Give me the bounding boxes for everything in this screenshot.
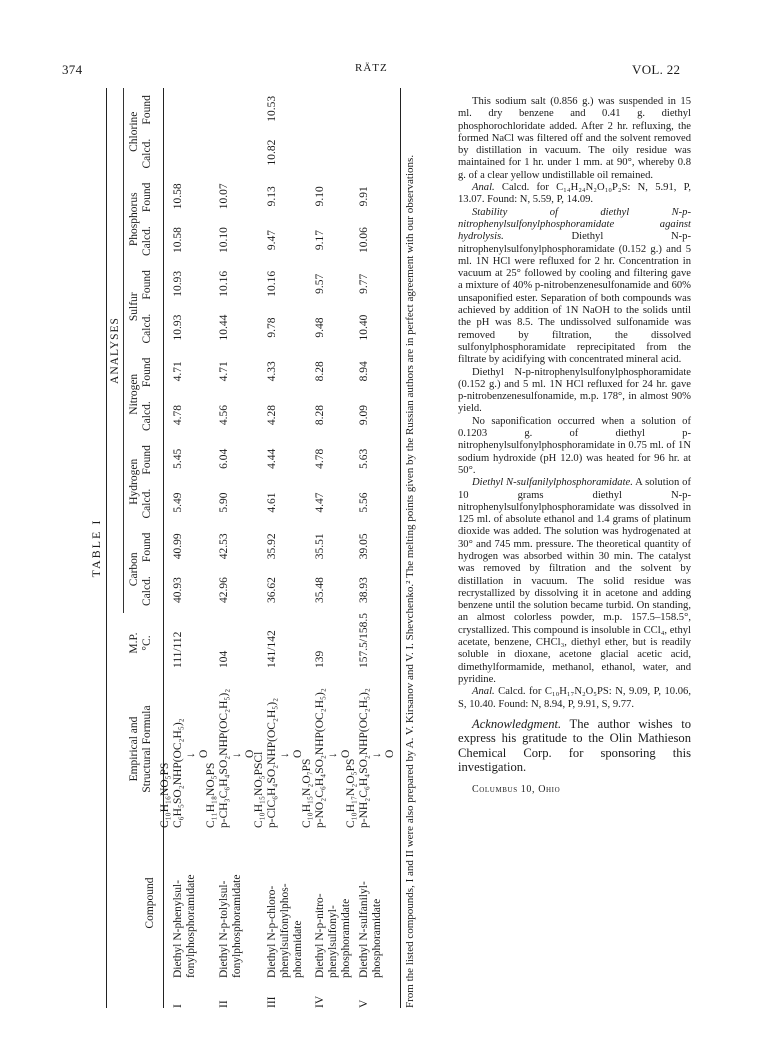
header-found-sulfur: Found xyxy=(141,270,153,300)
analysis-value: 38.93 xyxy=(358,577,370,603)
compound-name: Diethyl N-sulfanilyl-phosphoramidate xyxy=(358,881,383,978)
table-header-rule xyxy=(163,88,164,1008)
header-mp-line2: °C. xyxy=(141,635,153,651)
paragraph-anal-2 xyxy=(458,686,691,711)
oxygen-atom: O xyxy=(244,749,256,758)
header-calcd-chlorine: Calcd. xyxy=(141,138,153,169)
bond-arrow: ↓ xyxy=(327,752,339,758)
table-caption: TABLE I xyxy=(89,518,103,578)
structural-formula: p-NH₂C₆H₄SO₂NHP(OC₂H₅)₂ xyxy=(358,688,370,828)
oxygen-atom: O xyxy=(384,749,396,758)
analysis-value: 39.05 xyxy=(358,533,370,560)
analysis-value: 4.78 xyxy=(314,448,326,469)
analysis-value: 5.56 xyxy=(358,492,370,513)
analysis-value: 9.13 xyxy=(266,186,278,207)
page-number: 374 xyxy=(62,62,83,77)
compound-number: V xyxy=(358,999,370,1008)
sulfanilyl-heading: Diethyl N-sulfanilylphosphoramidate. xyxy=(472,477,633,489)
table-row xyxy=(253,88,306,1008)
analysis-value: 10.16 xyxy=(218,270,230,297)
compound-number: IV xyxy=(314,995,326,1008)
structural-formula: p-CH₃C₆H₄SO₂NHP(OC₂H₅)₂ xyxy=(218,688,230,828)
table-bottom-rule xyxy=(400,88,401,1008)
header-calcd-phosphorus: Calcd. xyxy=(141,226,153,256)
analysis-value: 9.48 xyxy=(314,317,326,338)
table-footnote: From the listed compounds, I and II were also prepared by A. V. Kirsanov and V. I. Shevchenko.² The melting points given by the Russian authors are in perfect agreement with our observations. xyxy=(404,154,416,1008)
header-calcd-nitrogen: Calcd. xyxy=(141,401,153,431)
anal-label: Anal. xyxy=(472,182,495,194)
header-analyses: ANALYSES xyxy=(109,317,121,384)
analysis-value: 4.61 xyxy=(266,492,278,513)
analysis-value: 8.28 xyxy=(314,361,326,382)
empirical-formula: C₁₀H₁₇N₂O₅PS xyxy=(345,758,357,828)
stability-heading: Stability of diethyl N-p-nitrophenylsulfonylphosphoramidate against hydrolysis. xyxy=(458,206,691,243)
oxygen-atom: O xyxy=(340,749,352,758)
table-row xyxy=(159,88,212,1008)
header-group-nitrogen: Nitrogen xyxy=(128,373,140,415)
analysis-value: 4.56 xyxy=(218,404,230,426)
analysis-value: 9.09 xyxy=(358,404,370,426)
analysis-value: 9.78 xyxy=(266,317,278,338)
analysis-value: 36.62 xyxy=(266,577,278,603)
table-row xyxy=(205,88,258,1008)
header-calcd-hydrogen: Calcd. xyxy=(141,488,153,519)
melting-point: 111/112 xyxy=(172,631,184,668)
analysis-value: 10.06 xyxy=(358,227,370,253)
table-row xyxy=(345,88,398,1008)
analysis-value: 10.58 xyxy=(172,183,184,210)
bond-arrow: ↓ xyxy=(371,752,383,758)
analysis-value: 10.93 xyxy=(172,314,184,341)
bond-arrow: ↓ xyxy=(231,752,243,758)
analysis-value: 4.47 xyxy=(314,492,326,513)
analysis-value: 10.44 xyxy=(218,314,230,341)
analysis-value: 10.07 xyxy=(218,183,230,210)
empirical-formula: C₁₀H₁₅N₂O₇PS xyxy=(301,758,313,828)
header-formula-line1: Empirical and xyxy=(128,716,140,782)
table-top-rule xyxy=(106,88,107,1008)
analysis-value: 10.93 xyxy=(172,270,184,297)
acknowledgment-text: The author wishes to express his gratitude to the Olin Mathieson Chemical Corp. for sponsoring this investigation. xyxy=(458,716,691,775)
rotated-table xyxy=(90,88,430,1008)
oxygen-atom: O xyxy=(198,749,210,758)
melting-point: 141/142 xyxy=(266,630,278,668)
paragraph-sodium-salt: This sodium salt (0.856 g.) was suspended in 15 ml. dry benzene and 0.41 g. diethyl phosphorochloridate added. After 2 hr. refluxing, the formed NaCl was filtered off and the solvent removed by distillation in vacuum. The oily residue was maintained for 1 hr. under 1 mm. at 90°, whereby 0.8 g. of a clear yellow undistillable oil remained. xyxy=(458,96,691,181)
header-calcd-sulfur: Calcd. xyxy=(141,313,153,344)
analysis-value: 35.92 xyxy=(266,533,278,560)
structural-formula: p-ClC₆H₄SO₂NHP(OC₂H₅)₂ xyxy=(266,697,278,828)
anal-text-2: Calcd. for C₁₀H₁₇N₂O₅PS: N, 9.09, P, 10.06, S, 10.40. Found: N, 8.94, P, 9.91, S, 9.77. xyxy=(458,686,691,710)
compound-name: Diethyl N-p-chloro-phenylsulfonylphos-phoramidate xyxy=(266,883,304,978)
analysis-value: 5.45 xyxy=(172,448,184,469)
structural-formula: p-NO₂C₆H₄SO₂NHP(OC₂H₅)₂ xyxy=(314,688,326,828)
header-group-chlorine: Chlorine xyxy=(128,111,140,152)
header-compound: Compound xyxy=(144,877,156,929)
analysis-value: 5.49 xyxy=(172,492,184,513)
analysis-value: 9.77 xyxy=(358,273,370,294)
analysis-value: 4.71 xyxy=(218,361,230,382)
analysis-value: 8.28 xyxy=(314,404,326,426)
melting-point: 157.5/158.5 xyxy=(358,613,370,668)
analysis-value: 6.04 xyxy=(218,448,230,469)
paragraph-stability xyxy=(458,207,691,367)
paragraph-reflux: Diethyl N-p-nitrophenylsulfonylphosphoramidate (0.152 g.) and 5 ml. 1N HCl refluxed for 24 hr. gave p-nitrobenzenesulfonamide, m.p. 178°, in almost 90% yield. xyxy=(458,366,691,415)
paragraph-sulfanilyl xyxy=(458,477,691,686)
paragraph-anal-1 xyxy=(458,182,691,207)
analysis-value: 4.78 xyxy=(172,404,184,426)
formula-cell xyxy=(253,670,305,828)
analysis-value: 9.17 xyxy=(314,229,326,251)
analysis-value: 9.10 xyxy=(314,186,326,207)
anal-text: Calcd. for C₁₄H₂₄N₂O₁₀P₂S: N, 5.91, P, 13.07. Found: N, 5.59, P, 14.09. xyxy=(458,182,691,206)
compound-name: Diethyl N-p-tolylsul-fonylphosphoramidate xyxy=(218,874,243,978)
analysis-value: 10.53 xyxy=(266,95,278,122)
melting-point: 139 xyxy=(314,650,326,668)
running-head-author: RÄTZ xyxy=(355,62,388,74)
formula-cell xyxy=(205,670,257,828)
header-calcd-carbon: Calcd. xyxy=(141,576,153,606)
bond-arrow: ↓ xyxy=(279,752,291,758)
header-found-hydrogen: Found xyxy=(141,445,153,475)
analysis-value: 9.91 xyxy=(358,186,370,207)
header-found-phosphorus: Found xyxy=(141,182,153,213)
analysis-value: 35.51 xyxy=(314,533,326,560)
analysis-value: 10.10 xyxy=(218,227,230,253)
analysis-value: 10.58 xyxy=(172,227,184,253)
header-formula-line2: Structural Formula xyxy=(141,705,153,793)
text-column xyxy=(458,96,691,796)
analysis-value: 4.44 xyxy=(266,448,278,469)
analysis-value: 4.33 xyxy=(266,361,278,382)
empirical-formula: C₁₀H₁₆NO₅PS xyxy=(159,762,171,828)
analysis-value: 9.47 xyxy=(266,229,278,251)
formula-cell xyxy=(159,670,211,828)
table-row xyxy=(301,88,354,1008)
header-mp-line1: M.P. xyxy=(128,632,140,654)
analysis-value: 4.71 xyxy=(172,361,184,382)
volume-label: VOL. 22 xyxy=(632,62,681,77)
acknowledgment-heading: Acknowledgment. xyxy=(472,716,562,731)
header-found-chlorine: Found xyxy=(141,95,153,125)
analysis-value: 4.28 xyxy=(266,404,278,426)
structural-formula: C₆H₅SO₂NHP(OC₂H₅)₂ xyxy=(172,718,184,828)
anal-label-2: Anal. xyxy=(472,686,495,698)
analysis-value: 40.93 xyxy=(172,577,184,603)
header-group-carbon: Carbon xyxy=(128,552,140,587)
empirical-formula: C₁₀H₁₅NO₅PSCl xyxy=(253,751,265,828)
compound-name: Diethyl N-p-nitro-phenylsulfonyl-phosphoramidate xyxy=(314,893,352,978)
header-group-phosphorus: Phosphorus xyxy=(128,192,140,247)
analysis-value: 35.48 xyxy=(314,577,326,603)
oxygen-atom: O xyxy=(292,749,304,758)
analysis-value: 42.96 xyxy=(218,577,230,603)
analysis-value: 5.90 xyxy=(218,492,230,513)
sulfanilyl-text: A solution of 10 grams diethyl N-p-nitrophenylsulfonylphosphoramidate was dissolved in 125 ml. of absolute ethanol and 1.4 grams of platinum dioxide was added. The solution was hydrogenated at 30° and 745 mm. pressure. The theoretical quantity of hydrogen was absorbed within 30 min. The catalyst was removed by filtration and the solvent by distillation in vacuum. The solid residue was recrystallized by dissolving it in acetone and adding benzene until the solution became turbid. On standing, an almost colorless powder, m.p. 157.5–158.5°, crystallized. This compound is insoluble in CCl₄, ethyl acetate, benzene, CHCl₃, diethyl ether, but is readily soluble in dioxane, acetone glacial acetic acid, dimethylformamide, methanol, ethanol, water, and pyridine. xyxy=(458,477,691,685)
header-group-hydrogen: Hydrogen xyxy=(128,458,140,505)
analyses-rule xyxy=(123,88,124,613)
compound-number: III xyxy=(266,996,278,1008)
analysis-value: 5.63 xyxy=(358,448,370,469)
analysis-value: 10.40 xyxy=(358,314,370,341)
analysis-value: 40.99 xyxy=(172,533,184,560)
analysis-value: 8.94 xyxy=(358,361,370,382)
affiliation-place: Columbus 10, Ohio xyxy=(472,783,561,795)
header-found-nitrogen: Found xyxy=(141,357,153,388)
analysis-value: 42.53 xyxy=(218,533,230,560)
formula-cell xyxy=(345,670,397,828)
header-found-carbon: Found xyxy=(141,532,153,563)
bond-arrow: ↓ xyxy=(185,752,197,758)
melting-point: 104 xyxy=(218,650,230,668)
compound-name: Diethyl N-phenylsul-fonylphosphoramidate xyxy=(172,874,197,978)
compound-number: II xyxy=(218,1000,230,1008)
analysis-value: 9.57 xyxy=(314,273,326,294)
analysis-value: 10.82 xyxy=(266,139,278,166)
stability-text: Diethyl N-p-nitrophenylsulfonylphosphoramidate (0.152 g.) and 5 ml. 1N HCl were refluxed for 2 hr. Concentration in vacuum at 25° followed by cooling and filtering gave a mixture of 40% p-nitrobenzenesulfonamide and 60% unsaponified ester. Separation of both compounds was achieved by addition of 1N NaOH to the solids until the pH was 8.5. The undissolved sulfonamide was removed by filtration, the dissolved sulfonylphosphoramidate reprecipitated from the filtrate by acidifying with concentrated mineral acid. xyxy=(458,231,691,366)
paragraph-saponification: No saponification occurred when a solution of 0.1203 g. of diethyl p-nitrophenylsulfonylphosphoramidate in 0.75 ml. of 1N sodium hydroxide (pH 12.0) was heated for 96 hr. at 50°. xyxy=(458,415,691,476)
analysis-value: 10.16 xyxy=(266,270,278,297)
compound-number: I xyxy=(172,1004,184,1008)
empirical-formula: C₁₁H₁₈NO₅PS xyxy=(205,762,217,828)
acknowledgment xyxy=(458,717,691,775)
header-group-sulfur: Sulfur xyxy=(128,292,140,322)
